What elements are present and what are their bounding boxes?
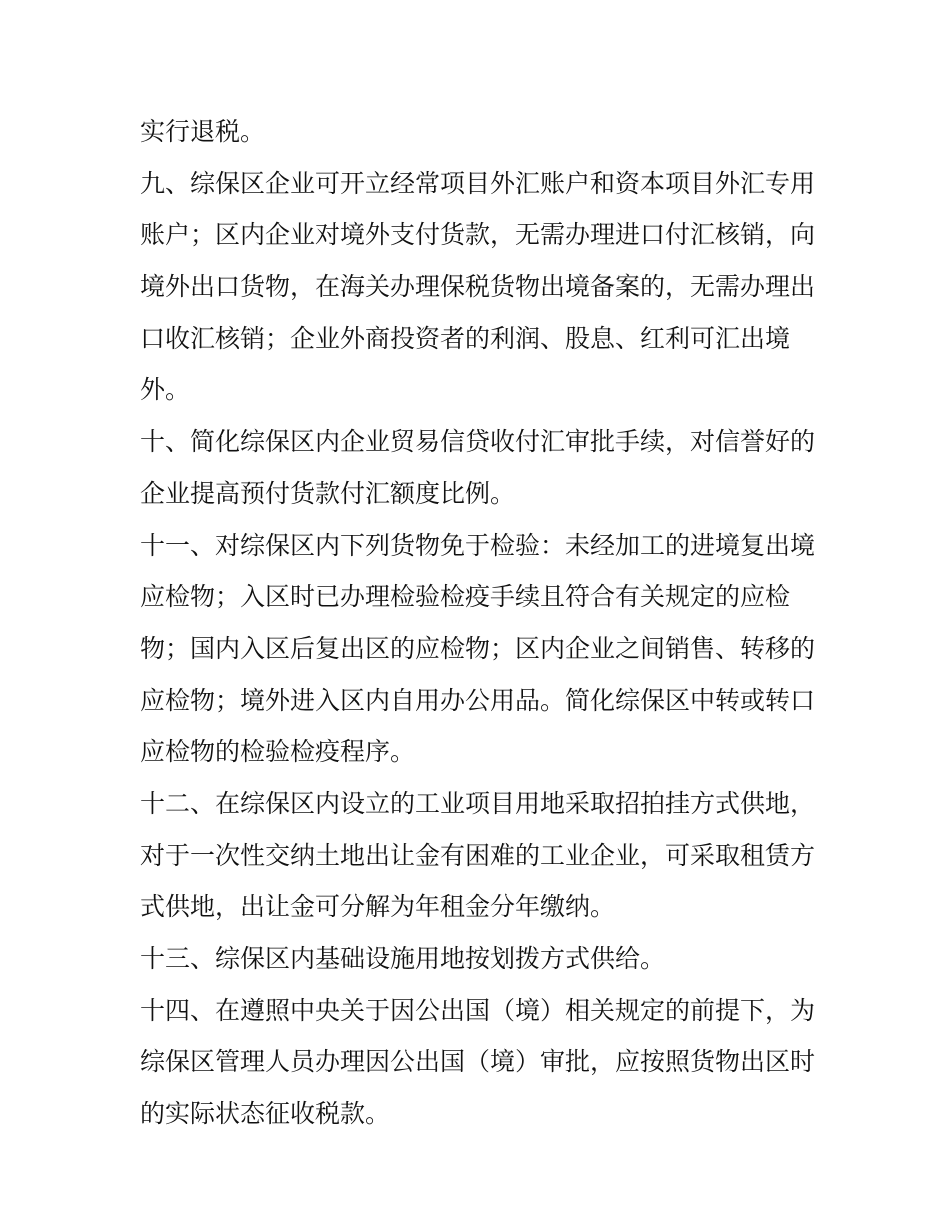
text-line: 十、简化综保区内企业贸易信贷收付汇审批手续，对信誉好的 bbox=[140, 427, 816, 457]
text-line: 十三、综保区内基础设施用地按划拨方式供给。 bbox=[140, 944, 666, 973]
text-line: 实行退税。 bbox=[140, 117, 266, 146]
text-line: 物；国内入区后复出区的应检物；区内企业之间销售、转移的 bbox=[140, 633, 816, 663]
text-line: 应检物；入区时已办理检验检疫手续且符合有关规定的应检 bbox=[140, 582, 791, 612]
text-line: 应检物的检验检疫程序。 bbox=[140, 737, 416, 767]
text-line: 账户；区内企业对境外支付货款，无需办理进口付汇核销，向 bbox=[140, 220, 816, 250]
text-line: 企业提高预付货款付汇额度比例。 bbox=[140, 478, 516, 508]
document-body bbox=[140, 106, 820, 1140]
text-line: 应检物；境外进入区内自用办公用品。简化综保区中转或转口 bbox=[140, 685, 816, 715]
text-line: 境外出口货物，在海关办理保税货物出境备案的，无需办理出 bbox=[140, 272, 816, 302]
text-line: 的实际状态征收税款。 bbox=[140, 1099, 391, 1129]
text-line: 对于一次性交纳土地出让金有困难的工业企业，可采取租赁方 bbox=[140, 840, 816, 870]
text-line: 九、综保区企业可开立经常项目外汇账户和资本项目外汇专用 bbox=[140, 168, 816, 198]
text-line: 十四、在遵照中央关于因公出国（境）相关规定的前提下，为 bbox=[140, 995, 816, 1025]
text-line: 口收汇核销；企业外商投资者的利润、股息、红利可汇出境 bbox=[140, 323, 791, 353]
text-line: 外。 bbox=[140, 375, 191, 405]
text-line: 十一、对综保区内下列货物免于检验：未经加工的进境复出境 bbox=[140, 530, 816, 560]
text-line: 式供地，出让金可分解为年租金分年缴纳。 bbox=[140, 892, 616, 922]
text-line: 十二、在综保区内设立的工业项目用地采取招拍挂方式供地， bbox=[140, 788, 816, 818]
text-line: 综保区管理人员办理因公出国（境）审批，应按照货物出区时 bbox=[140, 1047, 816, 1077]
